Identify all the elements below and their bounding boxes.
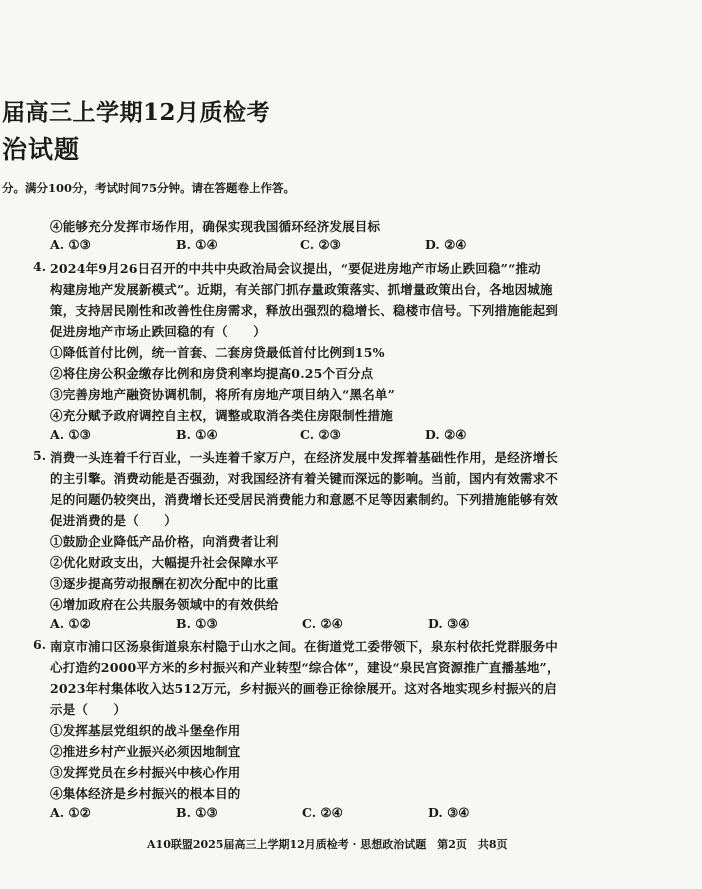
choice-item: ①发挥基层党组织的战斗堡垒作用 (50, 723, 241, 738)
option-d: D. ②④ (425, 237, 467, 252)
exam-notice: 分。满分100分，考试时间75分钟。请在答题卷上作答。 (2, 181, 296, 195)
exam-subject-title: 治试题 (2, 135, 81, 164)
question-stem-line: 南京市浦口区汤泉街道泉东村隐于山水之间。在街道党工委带领下，泉东村依托党群服务中 (50, 639, 559, 654)
page-footer: A10联盟2025届高三上学期12月质检考 · 思想政治试题 第2页 共8页 (147, 838, 508, 851)
question-number: 6. (33, 637, 47, 652)
choice-item: ②推进乡村产业振兴必须因地制宜 (50, 744, 241, 759)
question-stem-line: 促进房地产市场止跌回稳的有（ ） (50, 324, 266, 339)
option-a: A. ①③ (50, 427, 91, 442)
question-stem-line: 促进消费的是（ ） (50, 513, 178, 528)
choice-item: ③逐步提高劳动报酬在初次分配中的比重 (50, 576, 279, 591)
question-stem-line: 2024年9月26日召开的中共中央政治局会议提出，“要促进房地产市场止跌回稳”“推动 (50, 261, 541, 276)
option-d: D. ②④ (425, 427, 467, 442)
option-c: C. ②④ (302, 616, 343, 631)
question-stem-line: 的主引擎。消费动能是否强劲，对我国经济有着关键而深远的影响。当前，国内有效需求不 (50, 471, 559, 486)
choice-item: ④集体经济是乡村振兴的根本目的 (50, 786, 241, 801)
option-b: B. ①③ (176, 805, 218, 820)
question-number: 5. (33, 448, 47, 463)
question-stem-line: 足的问题仍较突出，消费增长还受居民消费能力和意愿不足等因素制约。下列措施能够有效 (50, 492, 559, 507)
option-b: B. ①③ (176, 616, 218, 631)
question-stem-line: 策，支持居民刚性和改善性住房需求，释放出强烈的稳增长、稳楼市信号。下列措施能起到 (50, 303, 559, 318)
choice-item: ①鼓励企业降低产品价格，向消费者让利 (50, 534, 279, 549)
prev-question-item-4: ④能够充分发挥市场作用，确保实现我国循环经济发展目标 (50, 219, 381, 234)
question-stem-line: 心打造约2000平方米的乡村振兴和产业转型“综合体”，建设“泉民宫资源推广直播基地”， (50, 660, 560, 675)
choice-item: ③发挥党员在乡村振兴中核心作用 (50, 765, 241, 780)
choice-item: ③完善房地产融资协调机制，将所有房地产项目纳入“黑名单” (50, 387, 395, 402)
option-c: C. ②④ (302, 805, 343, 820)
choice-item: ②优化财政支出，大幅提升社会保障水平 (50, 555, 279, 570)
option-b: B. ①④ (176, 427, 218, 442)
option-d: D. ③④ (428, 616, 470, 631)
question-stem-line: 构建房地产发展新模式”。近期，有关部门抓存量政策落实、抓增量政策出台，各地因城施 (50, 282, 553, 297)
option-a: A. ①② (50, 805, 91, 820)
choice-item: ①降低首付比例，统一首套、二套房贷最低首付比例到15% (50, 345, 385, 360)
option-c: C. ②③ (300, 237, 341, 252)
choice-item: ④充分赋予政府调控自主权，调整或取消各类住房限制性措施 (50, 408, 393, 423)
option-a: A. ①② (50, 616, 91, 631)
question-stem-line: 消费一头连着千行百业，一头连着千家万户，在经济发展中发挥着基础性作用，是经济增长 (50, 450, 559, 465)
question-stem-line: 2023年村集体收入达512万元，乡村振兴的画卷正徐徐展开。这对各地实现乡村振兴的启 (50, 681, 557, 696)
option-b: B. ①④ (176, 237, 218, 252)
exam-title: 届高三上学期12月质检考 (2, 99, 271, 126)
choice-item: ②将住房公积金缴存比例和房贷利率均提高0.25个百分点 (50, 366, 374, 381)
question-stem-line: 示是（ ） (50, 702, 127, 717)
option-d: D. ③④ (428, 805, 470, 820)
question-number: 4. (33, 259, 47, 274)
option-c: C. ②③ (300, 427, 341, 442)
option-a: A. ①③ (50, 237, 91, 252)
choice-item: ④增加政府在公共服务领域中的有效供给 (50, 597, 279, 612)
